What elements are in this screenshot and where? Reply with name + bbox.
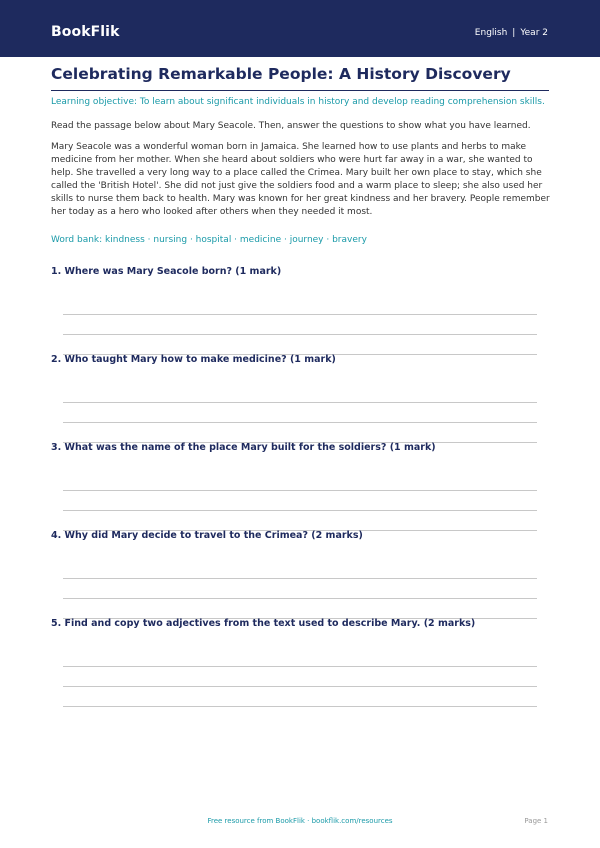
question-3: 3. What was the name of the place Mary built for the soldiers? (1 mark) <box>51 442 436 453</box>
learning-objective: Learning objective: To learn about significant individuals in history and develop reading comprehension skills. <box>51 97 545 107</box>
answer-line[interactable] <box>63 422 537 423</box>
word-bank: Word bank: kindness · nursing · hospital · medicine · journey · bravery <box>51 235 367 245</box>
question-5: 5. Find and copy two adjectives from the text used to describe Mary. (2 marks) <box>51 618 476 629</box>
answer-line[interactable] <box>63 490 537 491</box>
instructions: Read the passage below about Mary Seacole. Then, answer the questions to show what you have learned. <box>51 121 531 131</box>
answer-line[interactable] <box>63 598 537 599</box>
answer-line[interactable] <box>63 314 537 315</box>
question-2: 2. Who taught Mary how to make medicine? (1 mark) <box>51 354 336 365</box>
answer-line[interactable] <box>63 402 537 403</box>
answer-line[interactable] <box>63 706 537 707</box>
answer-line[interactable] <box>63 334 537 335</box>
year-label: Year 2 <box>520 28 548 38</box>
answer-line[interactable] <box>63 666 537 667</box>
answer-line[interactable] <box>63 686 537 687</box>
footer-source: Free resource from BookFlik · bookflik.com/resources <box>207 817 393 825</box>
brand-logo: BookFlik <box>51 24 120 40</box>
header-meta <box>475 28 548 38</box>
question-4: 4. Why did Mary decide to travel to the Crimea? (2 marks) <box>51 530 363 541</box>
answer-line[interactable] <box>63 510 537 511</box>
question-1: 1. Where was Mary Seacole born? (1 mark) <box>51 266 282 277</box>
title-divider <box>51 90 549 91</box>
answer-line[interactable] <box>63 578 537 579</box>
meta-separator: | <box>512 28 516 38</box>
header-bar <box>0 0 600 57</box>
subject-label: English <box>474 28 508 38</box>
page-number: Page 1 <box>524 817 548 825</box>
reading-passage: Mary Seacole was a wonderful woman born in Jamaica. She learned how to use plants and herbs to make medicine from her mother. When she heard about soldiers who were hurt far away in a war, she wanted to help. She travelled a very long way to a place called the Crimea. Mary built her own place to stay, which she called the 'British Hotel'. She did not just give the soldiers food and a warm place to sleep; she also used her skills to nurse them back to health. Mary was known for her great kindness and her bravery. People remember her today as a hero who looked after others when they needed it most. <box>51 142 550 218</box>
page-title: Celebrating Remarkable People: A History Discovery <box>51 65 511 83</box>
